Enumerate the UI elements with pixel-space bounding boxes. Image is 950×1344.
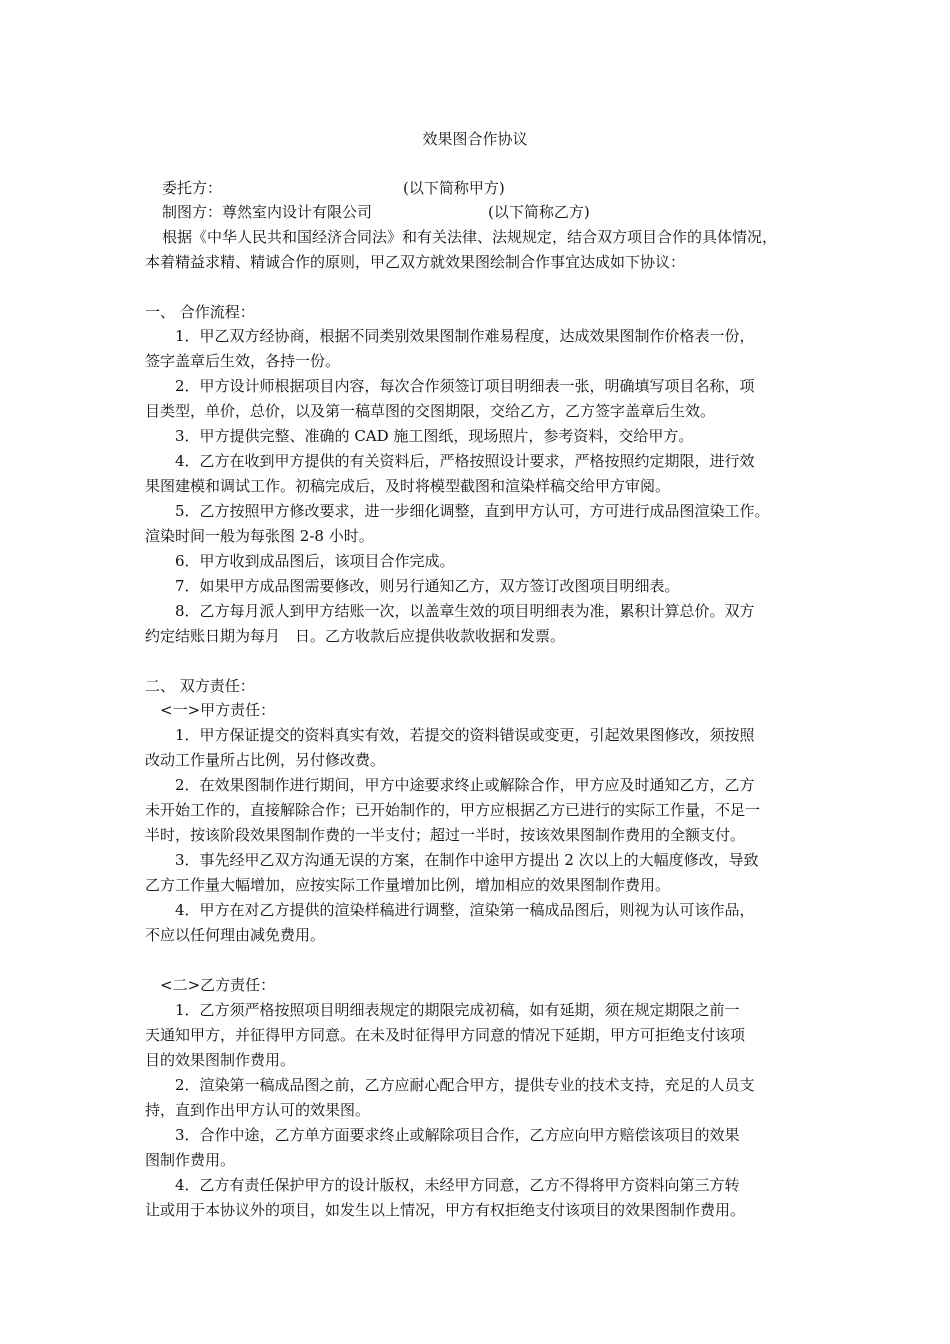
section1-line: 果图建模和调试工作。初稿完成后，及时将模型截图和渲染样稿交给甲方审阅。	[145, 477, 671, 495]
document-title: 效果图合作协议	[422, 130, 528, 148]
section2-heading: 二、 双方责任：	[145, 677, 255, 695]
party-b-line: 2．渲染第一稿成品图之前，乙方应耐心配合甲方，提供专业的技术支持，充足的人员支	[175, 1076, 755, 1094]
section1-line: 6．甲方收到成品图后，该项目合作完成。	[175, 552, 455, 570]
section1-line: 约定结账日期为每月 日。乙方收款后应提供收款收据和发票。	[145, 627, 566, 645]
section1-line: 5．乙方按照甲方修改要求，进一步细化调整，直到甲方认可，方可进行成品图渲染工作。	[175, 502, 770, 520]
party-b-line: 天通知甲方，并征得甲方同意。在未及时征得甲方同意的情况下延期，甲方可拒绝支付该项	[145, 1026, 746, 1044]
preamble-line: 本着精益求精、精诚合作的原则，甲乙双方就效果图绘制合作事宜达成如下协议：	[145, 253, 686, 271]
party-a-line: 未开始工作的，直接解除合作；已开始制作的，甲方应根据乙方已进行的实际工作量，不足一	[145, 801, 761, 819]
party-b-line: 3．合作中途，乙方单方面要求终止或解除项目合作，乙方应向甲方赔偿该项目的效果	[175, 1126, 740, 1144]
party-a-line: 半时，按该阶段效果图制作费的一半支付；超过一半时，按该效果图制作费用的全额支付。	[145, 826, 746, 844]
section1-line: 渲染时间一般为每张图 2-8 小时。	[145, 527, 374, 545]
party-b-line: 图制作费用。	[145, 1151, 236, 1169]
section1-line: 3．甲方提供完整、准确的 CAD 施工图纸，现场照片，参考资料，交给甲方。	[175, 427, 694, 445]
preamble-line: 根据《中华人民共和国经济合同法》和有关法律、法规规定，结合双方项目合作的具体情况，	[162, 228, 778, 246]
party-b-line: 让或用于本协议外的项目，如发生以上情况，甲方有权拒绝支付该项目的效果图制作费用。	[145, 1201, 746, 1219]
party-a-line: 改动工作量所占比例，另付修改费。	[145, 751, 386, 769]
party-a-line: 3．事先经甲乙双方沟通无误的方案，在制作中途甲方提出 2 次以上的大幅度修改，导致	[175, 851, 759, 869]
party-b-line: 目的效果图制作费用。	[145, 1051, 296, 1069]
party-b-line: 1．乙方须严格按照项目明细表规定的期限完成初稿，如有延期，须在规定期限之前一	[175, 1001, 740, 1019]
maker-suffix: (以下简称乙方)	[488, 203, 590, 221]
party-a-line: 乙方工作量大幅增加，应按实际工作量增加比例，增加相应的效果图制作费用。	[145, 876, 671, 894]
maker-label: 制图方：尊然室内设计有限公司	[162, 203, 373, 221]
section1-line: 7．如果甲方成品图需要修改，则另行通知乙方，双方签订改图项目明细表。	[175, 577, 680, 595]
party-a-line: 不应以任何理由减免费用。	[145, 926, 326, 944]
party-a-heading: <一>甲方责任：	[160, 701, 276, 719]
section1-line: 4．乙方在收到甲方提供的有关资料后，严格按照设计要求，严格按照约定期限，进行效	[175, 452, 755, 470]
client-label: 委托方：	[162, 179, 223, 197]
section1-line: 8．乙方每月派人到甲方结账一次，以盖章生效的项目明细表为准，累积计算总价。双方	[175, 602, 755, 620]
section1-line: 2．甲方设计师根据项目内容，每次合作须签订项目明细表一张，明确填写项目名称，项	[175, 377, 755, 395]
party-a-line: 1．甲方保证提交的资料真实有效，若提交的资料错误或变更，引起效果图修改，须按照	[175, 726, 755, 744]
section1-line: 签字盖章后生效，各持一份。	[145, 352, 341, 370]
party-a-line: 4．甲方在对乙方提供的渲染样稿进行调整，渲染第一稿成品图后，则视为认可该作品，	[175, 901, 755, 919]
party-b-heading: <二>乙方责任：	[160, 976, 276, 994]
section1-line: 1．甲乙双方经协商，根据不同类别效果图制作难易程度，达成效果图制作价格表一份，	[175, 327, 755, 345]
client-suffix: (以下简称甲方)	[403, 179, 505, 197]
section1-heading: 一、 合作流程：	[145, 303, 255, 321]
party-a-line: 2．在效果图制作进行期间，甲方中途要求终止或解除合作，甲方应及时通知乙方，乙方	[175, 776, 755, 794]
section1-line: 目类型，单价，总价，以及第一稿草图的交图期限，交给乙方，乙方签字盖章后生效。	[145, 402, 716, 420]
party-b-line: 持，直到作出甲方认可的效果图。	[145, 1101, 371, 1119]
party-b-line: 4．乙方有责任保护甲方的设计版权，未经甲方同意，乙方不得将甲方资料向第三方转	[175, 1176, 740, 1194]
